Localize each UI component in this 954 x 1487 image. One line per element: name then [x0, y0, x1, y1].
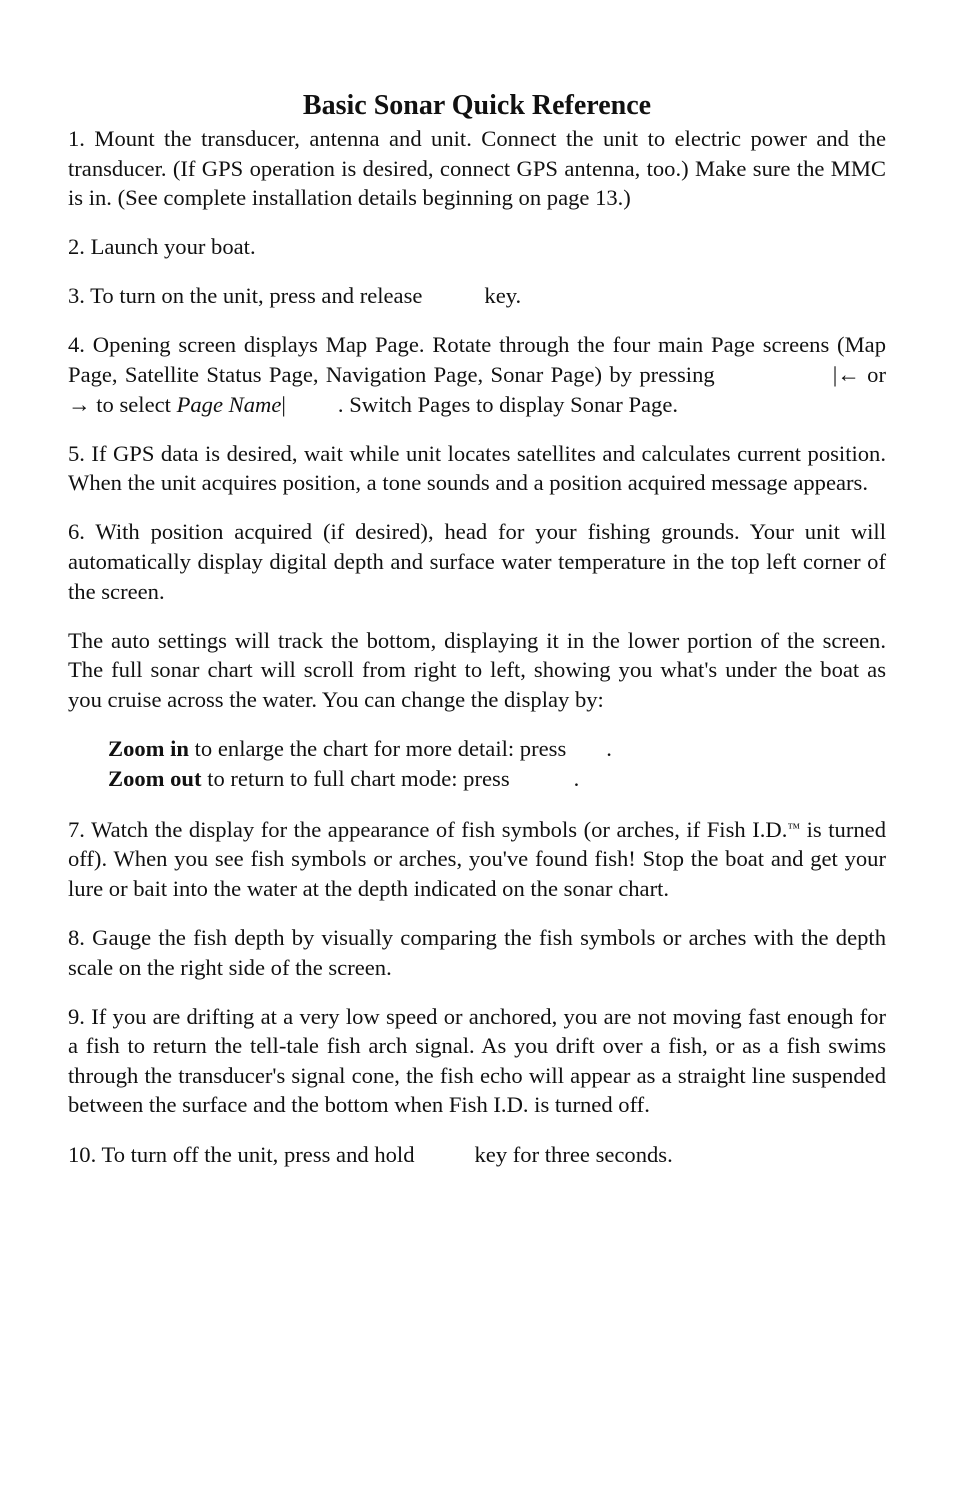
step-4-end: . Switch Pages to display Sonar Page. — [337, 391, 679, 417]
zoom-out-label: Zoom out — [108, 765, 202, 791]
zoom-out-end: . — [573, 765, 580, 791]
trademark-symbol: ™ — [787, 819, 801, 835]
page-title: Basic Sonar Quick Reference — [302, 90, 652, 121]
step-10 — [68, 1140, 886, 1170]
step-9: 9. If you are drifting at a very low speed or anchored, you are not moving fast enough for a fish to return the tell-tale fish arch signal. As you drift over a fish, or as a fish swims through the transducer's signal cone, the fish echo will appear as a straight line suspended between the surface and the bottom when Fish I.D. is turned off. — [68, 1003, 886, 1118]
step-4 — [68, 330, 886, 419]
step-4-text: 4. Opening screen displays Map Page. Rotate through the four main Page screens (Map Page, Satellite Status Page, Navigation Page, Sonar Page) by pressing — [68, 332, 886, 388]
step-10-text: 10. To turn off the unit, press and hold — [68, 1141, 415, 1167]
step-1: 1. Mount the transducer, antenna and unit. Connect the unit to electric power and the transducer. (If GPS operation is desired, connect GPS antenna, too.) Make sure the MMC is in. (See complete installation details beginning on page 13.) — [68, 126, 886, 211]
zoom-in-line — [108, 734, 886, 764]
page-name-term: Page Name — [176, 391, 282, 417]
document-page — [68, 88, 886, 1189]
step-10-end: key for three seconds. — [474, 1141, 673, 1167]
zoom-in-end: . — [606, 736, 612, 761]
step-3-text: 3. To turn on the unit, press and release — [68, 283, 423, 309]
step-8: 8. Gauge the fish depth by visually comparing the fish symbols or arches with the depth scale on the right side of the screen. — [68, 924, 886, 980]
step-3 — [68, 281, 886, 311]
step-7-rest: is turned off). When you see fish symbols or arches, you've found fish! Stop the boat and get your lure or bait into the water at the depth indicated on the sonar chart. — [68, 816, 886, 901]
step-6: 6. With position acquired (if desired), head for your fishing grounds. Your unit will automatically display digital depth and surface water temperature in the top left corner of the screen. — [68, 519, 886, 604]
step-7 — [68, 813, 886, 904]
zoom-in-label: Zoom in — [108, 736, 189, 761]
step-2: 2. Launch your boat. — [68, 234, 256, 260]
step-6-continued: The auto settings will track the bottom, displaying it in the lower portion of the screen. The full sonar chart will scroll from right to left, showing you what's under the boat as you cruise across the water. You can change the display by: — [68, 627, 886, 712]
step-3-end: key. — [484, 283, 522, 309]
step-7-text: 7. Watch the display for the appearance of fish symbols (or arches, if Fish I.D. — [68, 816, 788, 842]
zoom-out-text: to return to full chart mode: press — [207, 765, 510, 791]
step-4-bar: | — [281, 391, 286, 417]
zoom-out-line — [108, 764, 886, 794]
zoom-options — [68, 734, 886, 793]
zoom-in-text: to enlarge the chart for more detail: press — [194, 736, 567, 761]
step-4-arrows: |← or → to select — [68, 362, 886, 417]
step-5: 5. If GPS data is desired, wait while unit locates satellites and calculates current position. When the unit acquires position, a tone sounds and a position acquired message appears. — [68, 440, 886, 496]
